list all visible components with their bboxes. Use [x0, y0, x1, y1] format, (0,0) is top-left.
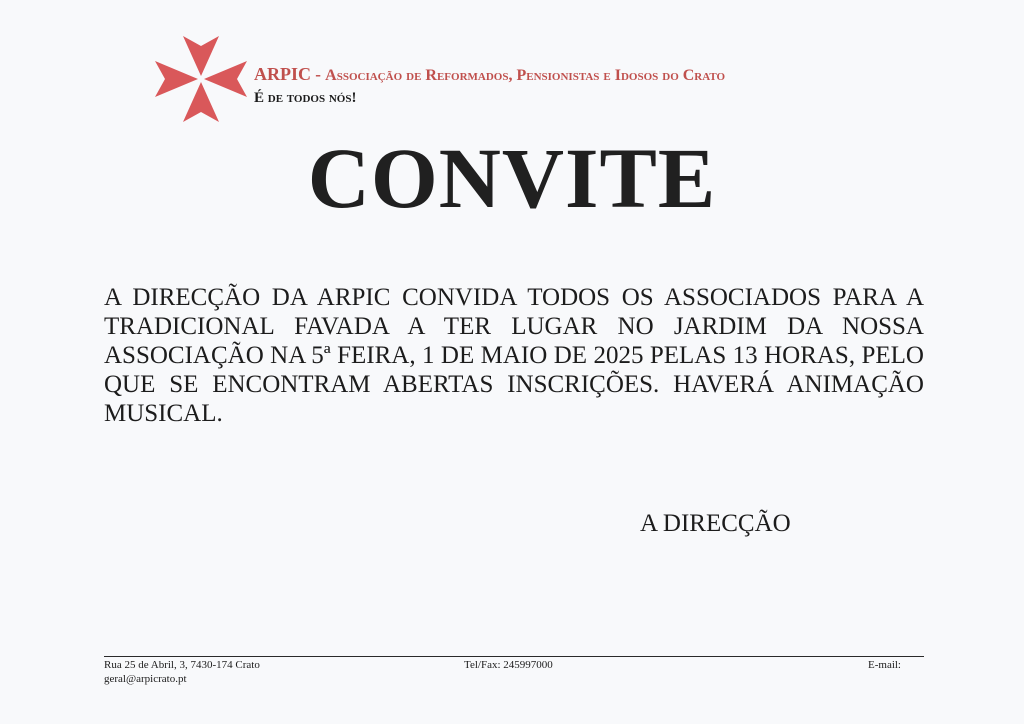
organization-tagline: É de todos nós!	[254, 90, 357, 106]
footer-email-address: geral@arpicrato.pt	[104, 673, 187, 685]
footer-phone: Tel/Fax: 245997000	[464, 659, 553, 671]
letterhead	[153, 34, 853, 126]
invitation-body: A DIRECÇÃO DA ARPIC CONVIDA TODOS OS ASSOCIADOS PARA A TRADICIONAL FAVADA A TER LUGAR NO JARDIM DA NOSSA ASSOCIAÇÃO NA 5ª FEIRA, 1 DE MAIO DE 2025 PELAS 13 HORAS, PELO QUE SE ENCONTRAM ABERTAS INSCRIÇÕES. HAVERÁ ANIMAÇÃO MUSICAL.	[104, 284, 924, 427]
footer-divider	[104, 656, 924, 657]
footer-address-block	[104, 658, 260, 686]
organization-name-line	[254, 64, 725, 86]
footer-email-label: E-mail:	[868, 659, 901, 671]
document-title: CONVITE	[307, 130, 717, 226]
organization-separator: -	[311, 65, 326, 84]
maltese-cross-icon	[153, 34, 249, 124]
organization-full-name: Associação de Reformados, Pensionistas e Idosos do Crato	[325, 67, 726, 84]
footer-address: Rua 25 de Abril, 3, 7430-174 Crato	[104, 659, 260, 671]
signature: A DIRECÇÃO	[640, 510, 791, 537]
organization-acronym: ARPIC	[254, 64, 311, 84]
